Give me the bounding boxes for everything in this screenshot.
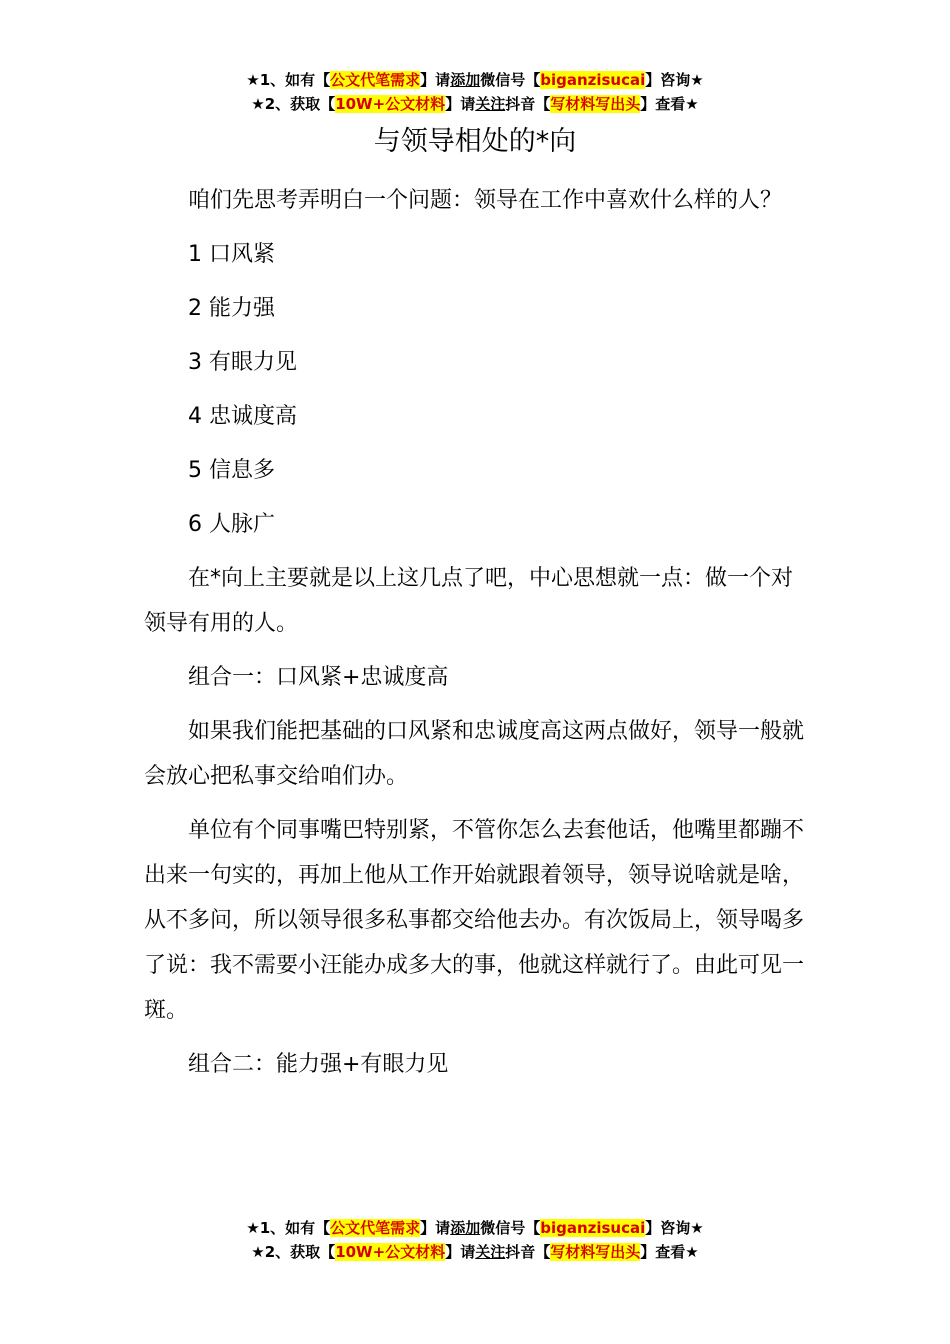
banner-underlined: 关注 — [475, 95, 506, 113]
list-item: 5 信息多 — [188, 458, 275, 483]
paragraph: 咱们先思考弄明白一个问题：领导在工作中喜欢什么样的人？ — [188, 188, 783, 213]
banner-underlined: 关注 — [475, 1243, 506, 1261]
banner-line-1 — [0, 68, 950, 92]
banner-highlight: 10W+公文材料 — [335, 1243, 446, 1261]
banner-underlined: 添加 — [450, 71, 481, 89]
banner-text: ★1、如有【 — [246, 1219, 331, 1237]
list-item: 1 口风紧 — [188, 242, 275, 267]
banner-highlight: 写材料写出头 — [550, 95, 641, 113]
banner-text: 】请 — [420, 1219, 451, 1237]
paragraph: 在*向上主要就是以上这几点了吧，中心思想就一点：做一个对领导有用的人。 — [144, 566, 794, 636]
banner-text: ★2、获取【 — [251, 95, 336, 113]
banner-line-1 — [0, 1216, 950, 1240]
banner-text: 抖音【 — [505, 95, 551, 113]
list-item: 6 人脉广 — [188, 512, 275, 537]
banner-highlight: 公文代笔需求 — [330, 71, 421, 89]
banner-text: 】咨询★ — [645, 1219, 704, 1237]
banner-highlight: 公文代笔需求 — [330, 1219, 421, 1237]
banner-text: 抖音【 — [505, 1243, 551, 1261]
footer-banner — [0, 1216, 950, 1264]
banner-highlight: biganzisucai — [540, 71, 646, 89]
banner-text: 】请 — [445, 95, 476, 113]
banner-highlight: 10W+公文材料 — [335, 95, 446, 113]
paragraph: 如果我们能把基础的口风紧和忠诚度高这两点做好，领导一般就会放心把私事交给咱们办。 — [144, 719, 805, 789]
section-heading: 组合二：能力强+有眼力见 — [188, 1052, 449, 1077]
list-item: 3 有眼力见 — [188, 350, 297, 375]
banner-text: 】咨询★ — [645, 71, 704, 89]
banner-text: 】请 — [445, 1243, 476, 1261]
document-body — [144, 178, 808, 1096]
banner-line-2 — [0, 1240, 950, 1264]
banner-underlined: 添加 — [450, 1219, 481, 1237]
banner-text: 】请 — [420, 71, 451, 89]
banner-text: 微信号【 — [480, 71, 541, 89]
banner-text: ★1、如有【 — [246, 71, 331, 89]
banner-text: 】查看★ — [640, 1243, 699, 1261]
banner-highlight: biganzisucai — [540, 1219, 646, 1237]
header-banner — [0, 68, 950, 116]
banner-text: ★2、获取【 — [251, 1243, 336, 1261]
paragraph: 单位有个同事嘴巴特别紧，不管你怎么去套他话，他嘴里都蹦不出来一句实的，再加上他从工作开始就跟着领导，领导说啥就是啥，从不多问，所以领导很多私事都交给他去办。有次饭局上，领导喝多了说：我不需要小汪能办成多大的事，他就这样就行了。由此可见一斑。 — [144, 818, 805, 1023]
list-item: 2 能力强 — [188, 296, 275, 321]
document-title: 与领导相处的*向 — [373, 126, 577, 157]
banner-highlight: 写材料写出头 — [550, 1243, 641, 1261]
banner-text: 微信号【 — [480, 1219, 541, 1237]
list-item: 4 忠诚度高 — [188, 404, 297, 429]
banner-line-2 — [0, 92, 950, 116]
section-heading: 组合一：口风紧+忠诚度高 — [188, 665, 449, 690]
banner-text: 】查看★ — [640, 95, 699, 113]
